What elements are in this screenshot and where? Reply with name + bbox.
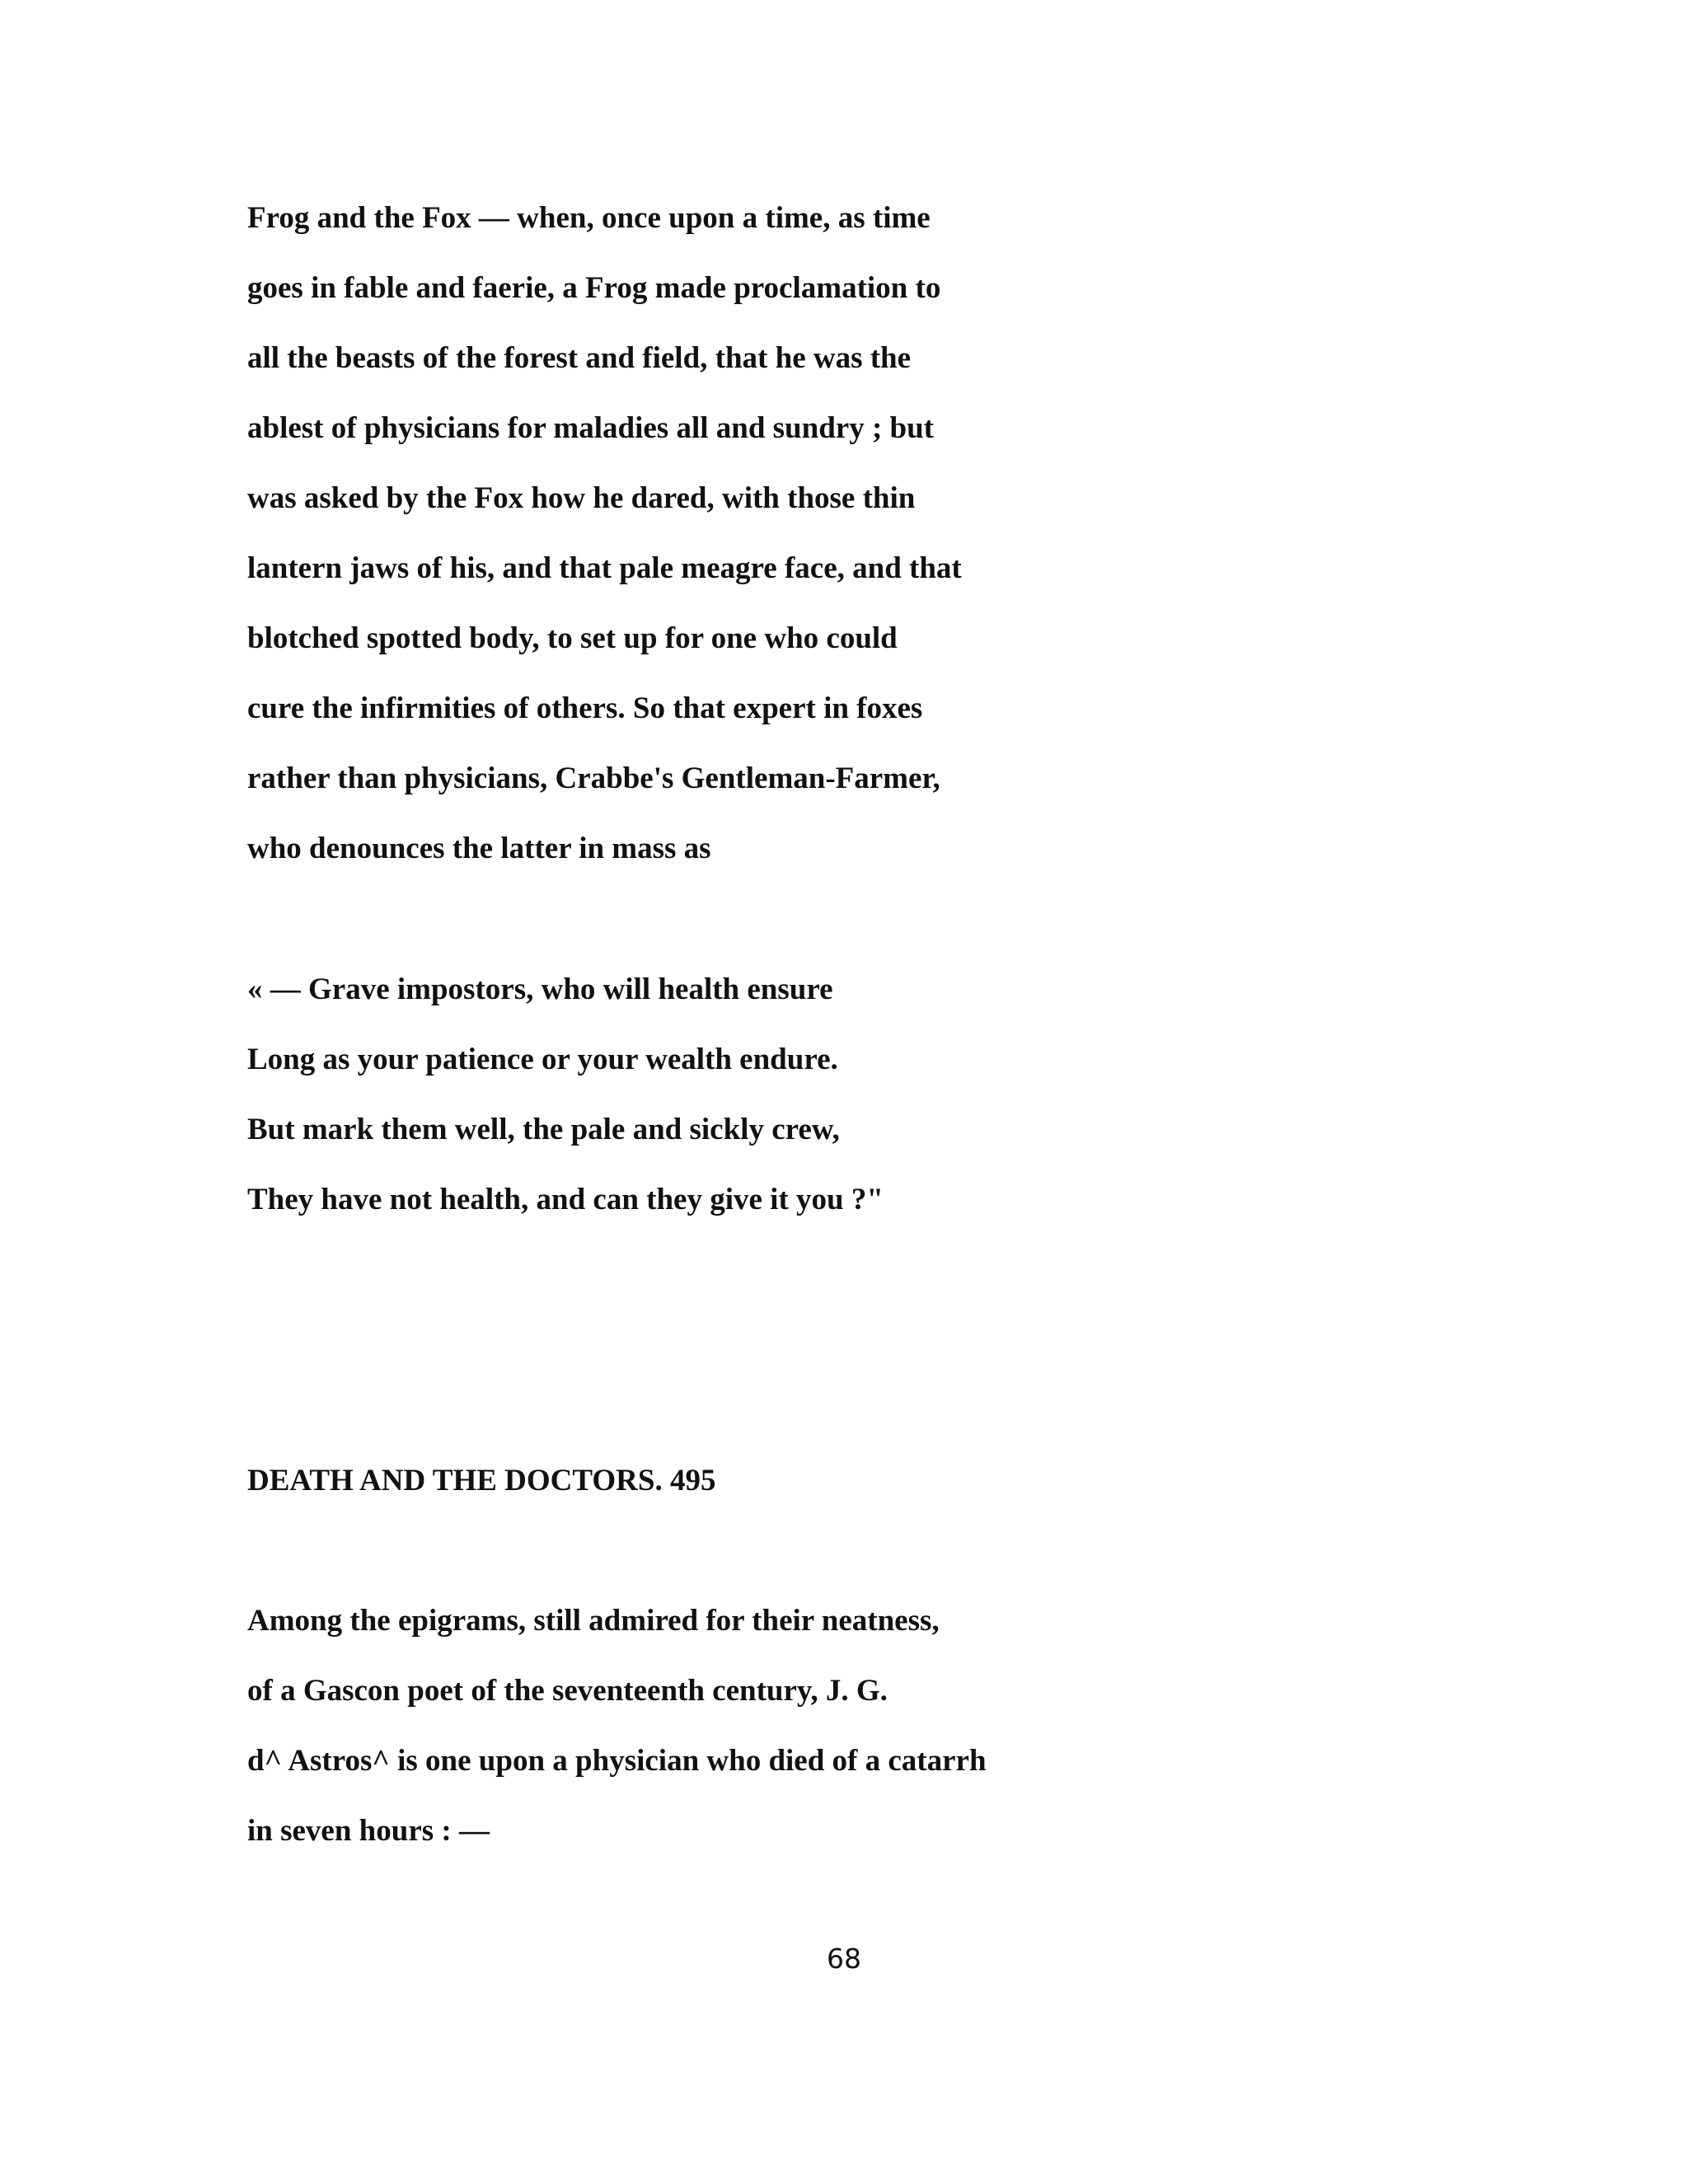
paragraph-1-line: all the beasts of the forest and field, that he was the <box>247 341 912 375</box>
page-number: 68 <box>827 1943 861 1975</box>
quote-line: Long as your patience or your wealth endure. <box>247 1043 838 1076</box>
section-heading: DEATH AND THE DOCTORS. 495 <box>247 1464 716 1497</box>
paragraph-2-line: Among the epigrams, still admired for their neatness, <box>247 1604 940 1638</box>
paragraph-1-line: rather than physicians, Crabbe's Gentleman-Farmer, <box>247 762 940 795</box>
quote-line: But mark them well, the pale and sickly crew, <box>247 1113 840 1146</box>
paragraph-1-line: Frog and the Fox — when, once upon a time, as time <box>247 201 931 235</box>
paragraph-1-line: who denounces the latter in mass as <box>247 832 711 865</box>
quote-line: « — Grave impostors, who will health ensure <box>247 972 833 1006</box>
paragraph-2-line: in seven hours : — <box>247 1814 490 1848</box>
paragraph-1-line: was asked by the Fox how he dared, with those thin <box>247 481 916 515</box>
paragraph-1-line: lantern jaws of his, and that pale meagre face, and that <box>247 551 962 585</box>
paragraph-2-line: d^ Astros^ is one upon a physician who died of a catarrh <box>247 1744 987 1778</box>
paragraph-2-line: of a Gascon poet of the seventeenth century, J. G. <box>247 1674 888 1708</box>
paragraph-1-line: goes in fable and faerie, a Frog made proclamation to <box>247 271 941 305</box>
paragraph-1-line: blotched spotted body, to set up for one who could <box>247 621 898 655</box>
quote-line: They have not health, and can they give it you ?" <box>247 1183 884 1216</box>
paragraph-1-line: cure the infirmities of others. So that expert in foxes <box>247 691 923 725</box>
paragraph-1-line: ablest of physicians for maladies all and sundry ; but <box>247 411 935 445</box>
